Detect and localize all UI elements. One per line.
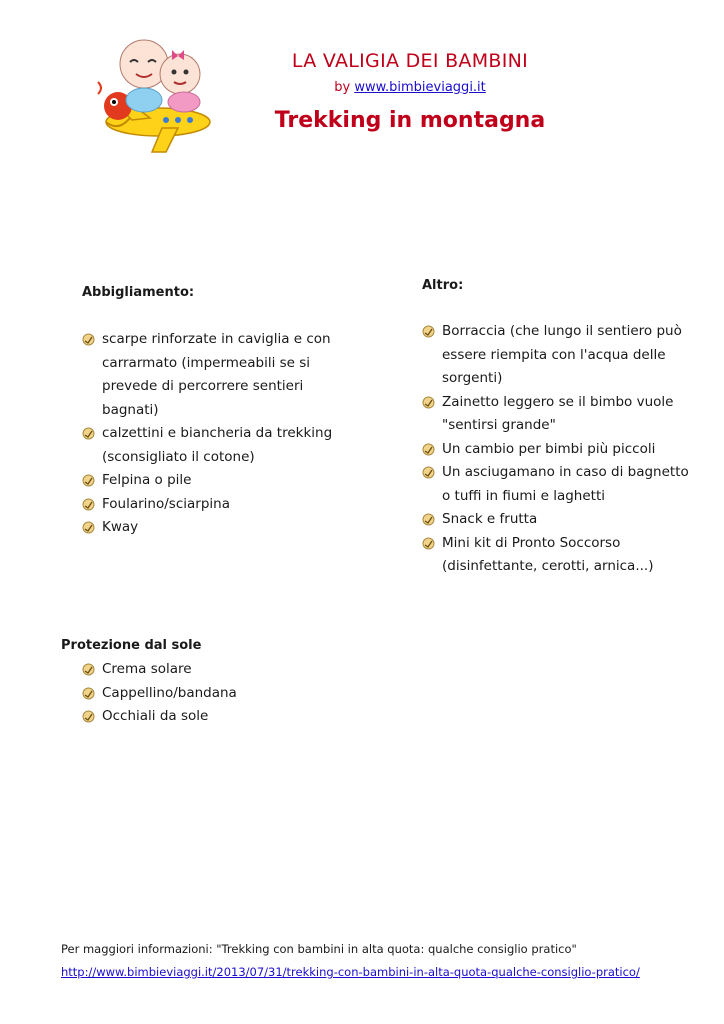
bullet-icon <box>422 513 435 526</box>
section-title-altro: Altro: <box>422 278 464 293</box>
header <box>240 48 580 136</box>
list-item: Crema solare <box>82 658 352 682</box>
bullet-icon <box>82 333 95 346</box>
logo-illustration <box>92 22 220 157</box>
bullet-icon <box>422 443 435 456</box>
list-item: Cappellino/bandana <box>82 682 352 706</box>
section-title-protezione: Protezione dal sole <box>61 638 202 653</box>
footer <box>61 938 640 984</box>
list-abbigliamento <box>82 328 352 540</box>
site-link[interactable]: www.bimbieviaggi.it <box>354 80 486 95</box>
list-item: Snack e frutta <box>422 508 694 532</box>
footer-info: Per maggiori informazioni: "Trekking con bambini in alta quota: qualche consiglio pratico" <box>61 942 577 956</box>
list-item: Occhiali da sole <box>82 705 352 729</box>
bullet-icon <box>422 396 435 409</box>
list-item: Borraccia (che lungo il sentiero può essere riempita con l'acqua delle sorgenti) <box>422 320 694 391</box>
list-item: Un asciugamano in caso di bagnetto o tuffi in fiumi e laghetti <box>422 461 694 508</box>
bullet-icon <box>422 325 435 338</box>
brand-title: LA VALIGIA DEI BAMBINI <box>291 50 529 72</box>
list-altro <box>422 320 694 579</box>
byline <box>240 78 580 98</box>
bullet-icon <box>82 427 95 440</box>
list-item: calzettini e biancheria da trekking (sconsigliato il cotone) <box>82 422 352 469</box>
bullet-icon <box>82 687 95 700</box>
list-item: Un cambio per bimbi più piccoli <box>422 438 694 462</box>
page-title: Trekking in montagna <box>274 108 546 133</box>
bullet-icon <box>82 663 95 676</box>
list-item: scarpe rinforzate in caviglia e con carrarmato (impermeabili se si prevede di percorrere sentieri bagnati) <box>82 328 352 422</box>
bullet-icon <box>82 710 95 723</box>
list-item: Mini kit di Pronto Soccorso (disinfettante, cerotti, arnica...) <box>422 532 694 579</box>
list-item: Zainetto leggero se il bimbo vuole "sentirsi grande" <box>422 391 694 438</box>
byline-prefix: by <box>334 80 351 95</box>
list-item: Kway <box>82 516 352 540</box>
bullet-icon <box>82 521 95 534</box>
bullet-icon <box>422 537 435 550</box>
bullet-icon <box>82 498 95 511</box>
footer-link[interactable]: http://www.bimbieviaggi.it/2013/07/31/trekking-con-bambini-in-alta-quota-qualche-consiglio-pratico/ <box>61 965 640 979</box>
bullet-icon <box>82 474 95 487</box>
list-protezione <box>82 658 352 729</box>
list-item: Foularino/sciarpina <box>82 493 352 517</box>
list-item: Felpina o pile <box>82 469 352 493</box>
section-title-abbigliamento: Abbigliamento: <box>82 285 195 300</box>
bullet-icon <box>422 466 435 479</box>
